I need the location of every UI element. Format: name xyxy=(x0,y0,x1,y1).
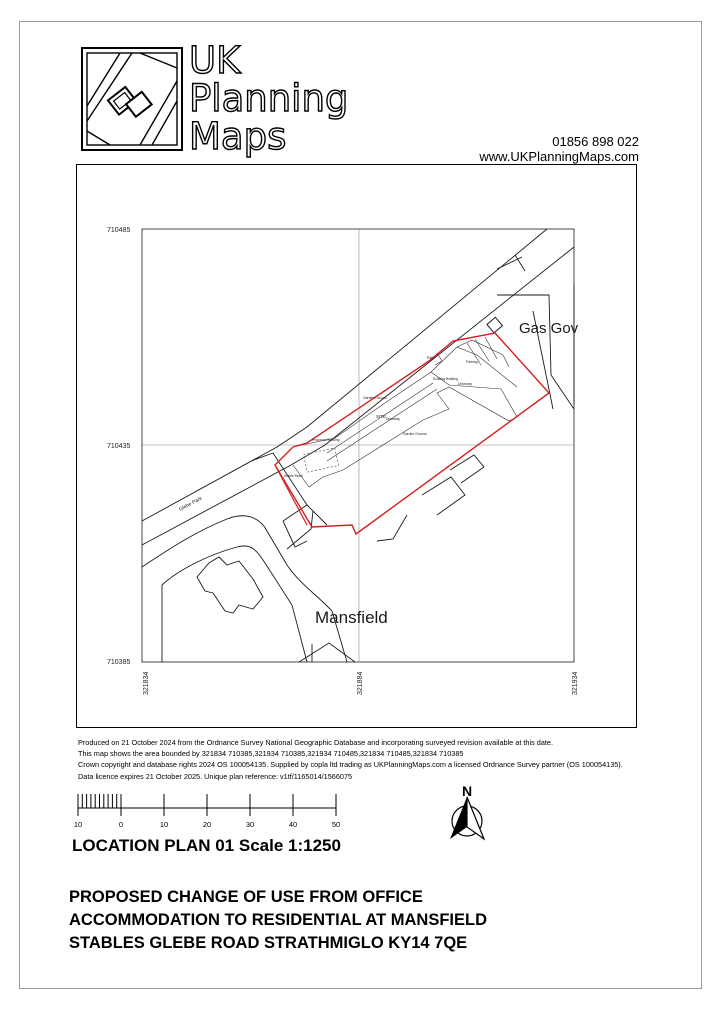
scale-label-20: 20 xyxy=(202,820,212,829)
label-driveway-1: Driveway xyxy=(386,417,400,421)
easting-left: 321834 xyxy=(143,671,150,695)
label-gas-gov: Gas Gov xyxy=(519,320,579,337)
location-plan-title: LOCATION PLAN 01 Scale 1:1250 xyxy=(72,836,341,855)
proposal-description xyxy=(69,886,487,955)
label-mansfield: Mansfield xyxy=(315,608,388,627)
scale-label-10: 10 xyxy=(159,820,169,829)
scale-label-30: 30 xyxy=(245,820,255,829)
label-driveway-2: Driveway xyxy=(458,382,472,386)
phone-number: 01856 898 022 xyxy=(552,134,639,149)
label-glebe-park: Glebe Park xyxy=(178,495,204,513)
label-garden-ground-1: Garden Ground xyxy=(363,396,387,400)
gas-governor-box xyxy=(487,317,502,332)
info-line-1: Produced on 21 October 2024 from the Ordnance Survey National Geographic Database and incorporating surveyed revision available at this date. xyxy=(78,738,553,747)
brand-line-3: Maps xyxy=(189,115,287,158)
info-line-2: This map shows the area bounded by 321834 710385,321934 710385,321934 710485,321834 710485,321834 710385 xyxy=(78,749,464,759)
easting-middle: 321884 xyxy=(357,671,364,695)
info-line-4: Data licence expires 21 October 2025. Unique plan reference: v1tf/1165014/1566075 xyxy=(78,771,353,781)
brand-line-2: Planning xyxy=(189,77,349,120)
label-site: SITE xyxy=(376,414,387,419)
proposal-line-2: ACCOMMODATION TO RESIDENTIAL AT MANSFIELD xyxy=(69,911,487,929)
road-glebe-park xyxy=(142,229,574,545)
proposal-line-1: PROPOSED CHANGE OF USE FROM OFFICE xyxy=(69,888,423,906)
label-proposed-building: Proposed Building xyxy=(312,438,340,442)
north-letter: N xyxy=(462,783,473,799)
map-info xyxy=(78,737,718,782)
site-location-map xyxy=(77,165,638,729)
map-extent xyxy=(142,229,574,662)
label-path: Path xyxy=(427,356,434,360)
neighbouring-properties xyxy=(142,285,574,662)
proposal-line-3: STABLES GLEBE ROAD STRATHMIGLO KY14 7QE xyxy=(69,934,468,952)
north-arrow-icon xyxy=(440,777,492,843)
scale-label-0: 0 xyxy=(118,820,124,829)
info-line-3: Crown copyright and database rights 2024 OS 100054135. Supplied by copla ltd trading as UKPlanningMaps.com a licensed Ordnance Survey partner (OS 100054135). xyxy=(78,760,623,770)
brand-name xyxy=(189,39,349,158)
northing-bottom: 710385 xyxy=(107,659,131,666)
brand-line-1: UK xyxy=(189,39,241,82)
label-existing-building: Existing Building xyxy=(433,377,458,381)
site-internal-layout xyxy=(293,337,517,487)
northing-middle: 710435 xyxy=(107,443,131,450)
uk-planning-maps-logo xyxy=(80,46,184,152)
label-parking: Parking xyxy=(466,360,478,364)
label-garden-ground-2: Garden Ground xyxy=(403,432,427,436)
map-frame xyxy=(76,164,637,728)
scale-label-40: 40 xyxy=(288,820,298,829)
scale-label-50: 50 xyxy=(331,820,341,829)
northing-top: 710485 xyxy=(107,227,131,234)
label-stable-block: Stable Block xyxy=(284,474,303,478)
website-url[interactable]: www.UKPlanningMaps.com xyxy=(479,149,639,164)
scale-label-10-left: 10 xyxy=(73,820,83,829)
scale-bar xyxy=(70,786,360,832)
easting-right: 321934 xyxy=(572,671,579,695)
